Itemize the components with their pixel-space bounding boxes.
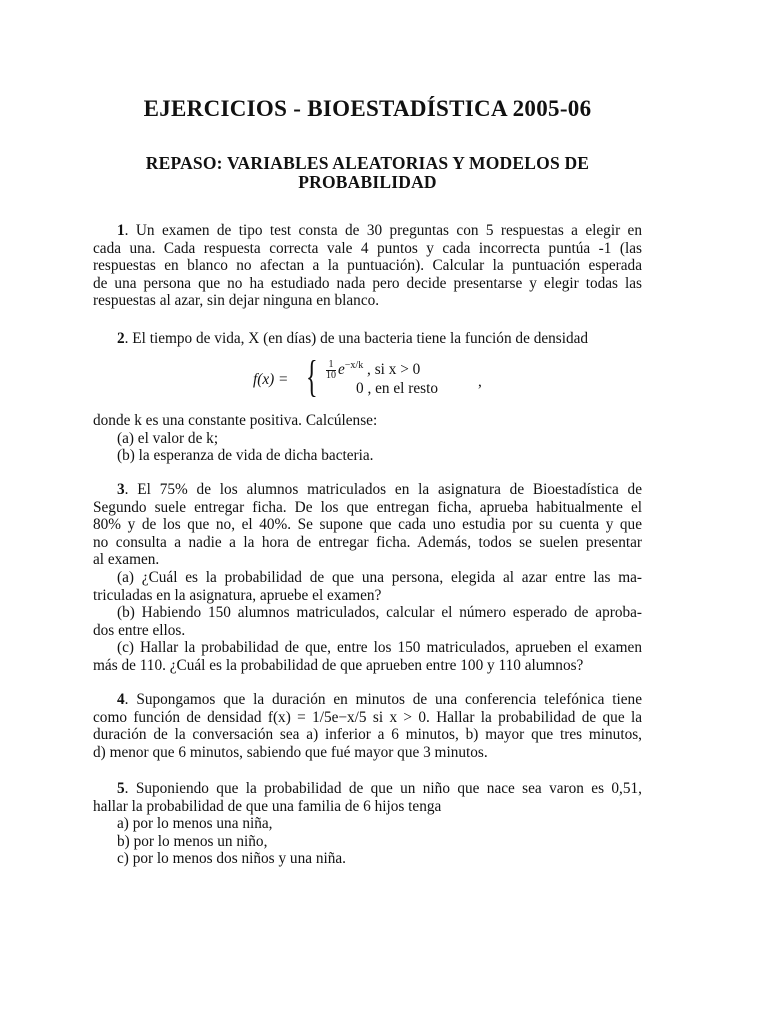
exercise-5-line: 5. Suponiendo que la probabilidad de que un niño que nace sea varon es 0,51, bbox=[117, 780, 642, 797]
exercise-5 bbox=[93, 780, 642, 868]
formula-case-2: 0 , en el resto bbox=[356, 380, 438, 397]
exercise-number: 3 bbox=[117, 481, 125, 498]
exercise-1-line: respuestas al azar, sin dejar ninguna en blanco. bbox=[93, 292, 380, 310]
exercise-1-line: 1. Un examen de tipo test consta de 30 preguntas con 5 respuestas a elegir en bbox=[117, 222, 642, 239]
exercise-3-line: 80% y de los que no, el 40%. Se supone que cada uno estudia por su cuenta y que bbox=[93, 516, 642, 534]
exercise-5-line: b) por lo menos un niño, bbox=[117, 832, 268, 850]
exercise-4 bbox=[93, 691, 642, 761]
subtitle-line-2: PROBABILIDAD bbox=[298, 172, 437, 192]
exercise-2-line: donde k es una constante positiva. Calcúlense: bbox=[93, 412, 378, 429]
exercise-3-line: no consulta a nadie a la hora de entregar ficha. Además, todos se suelen presentar bbox=[93, 533, 642, 551]
formula-lhs: f(x) = bbox=[253, 371, 289, 388]
exercise-4-line: duración de la conversación sea a) inferior a 6 minutos, b) mayor que tres minutos, bbox=[93, 726, 642, 744]
exercise-3-line: (b) Habiendo 150 alumnos matriculados, calcular el número esperado de aproba- bbox=[117, 604, 642, 622]
exercise-3-line: dos entre ellos. bbox=[93, 621, 186, 639]
formula-fraction: $\frac{1}{10}$ bbox=[326, 359, 336, 381]
exercise-1-line: cada una. Cada respuesta correcta vale 4 puntos y cada incorrecta puntúa -1 (las bbox=[93, 239, 642, 257]
exercise-5-line: c) por lo menos dos niños y una niña. bbox=[117, 850, 346, 868]
exercise-3 bbox=[93, 481, 642, 675]
exercise-3-line: (c) Hallar la probabilidad de que, entre los 150 matriculados, aprueben el examen bbox=[117, 639, 642, 657]
exercise-2-line: (a) el valor de k; bbox=[117, 429, 219, 447]
subtitle-line-1: REPASO: VARIABLES ALEATORIAS Y MODELOS DE bbox=[145, 153, 590, 173]
exercise-4-line: 4. Supongamos que la duración en minutos de una conferencia telefónica tiene bbox=[117, 691, 642, 708]
exercise-3-line: (a) ¿Cuál es la probabilidad de que una persona, elegida al azar entre las ma- bbox=[117, 568, 642, 586]
exercise-2-questions bbox=[93, 412, 642, 465]
exercise-number: 2 bbox=[117, 330, 125, 347]
exercise-2-line: (b) la esperanza de vida de dicha bacteria. bbox=[117, 447, 374, 465]
exercise-2-line: 2. El tiempo de vida, X (en días) de una bacteria tiene la función de densidad bbox=[117, 330, 589, 347]
exercise-3-line: Segundo suele entregar ficha. De los que entregan ficha, aprueba habitualmente el bbox=[93, 498, 642, 516]
exercise-number: 1 bbox=[117, 222, 125, 239]
formula-trailing-comma: , bbox=[478, 373, 482, 390]
formula-case-1: $\frac{1}{10}$ $e^{-x/k}$ , si x > 0 bbox=[326, 359, 421, 381]
exercise-2-intro bbox=[93, 330, 642, 348]
exercise-1 bbox=[93, 222, 642, 310]
formula-brace: { bbox=[306, 352, 318, 401]
exercise-4-line: d) menor que 6 minutos, sabiendo que fué mayor que 3 minutos. bbox=[93, 743, 488, 761]
exercise-number: 5 bbox=[117, 780, 125, 797]
exercise-3-line: 3. El 75% de los alumnos matriculados en la asignatura de Bioestadística de bbox=[117, 481, 642, 498]
exercise-3-line: triculadas en la asignatura, apruebe el examen? bbox=[93, 586, 382, 604]
exercise-5-line: hallar la probabilidad de que una familia de 6 hijos tenga bbox=[93, 797, 442, 815]
exercise-1-line: respuestas en blanco no afectan a la puntuación). Calcular la puntuación esperada bbox=[93, 257, 642, 275]
exercise-3-line: al examen. bbox=[93, 551, 160, 569]
exercise-5-line: a) por lo menos una niña, bbox=[117, 815, 273, 833]
exercise-4-line: como función de densidad f(x) = 1/5e−x/5 si x > 0. Hallar la probabilidad de que la bbox=[93, 708, 642, 726]
exercise-1-line: de una persona que no ha estudiado nada pero decide presentarse y elegir todas las bbox=[93, 274, 642, 292]
exercise-3-line: más de 110. ¿Cuál es la probabilidad de que aprueben entre 100 y 110 alumnos? bbox=[93, 656, 584, 674]
exercise-number: 4 bbox=[117, 691, 125, 708]
document-title: EJERCICIOS - BIOESTADÍSTICA 2005-06 bbox=[143, 96, 592, 121]
section-subtitle bbox=[93, 154, 642, 192]
